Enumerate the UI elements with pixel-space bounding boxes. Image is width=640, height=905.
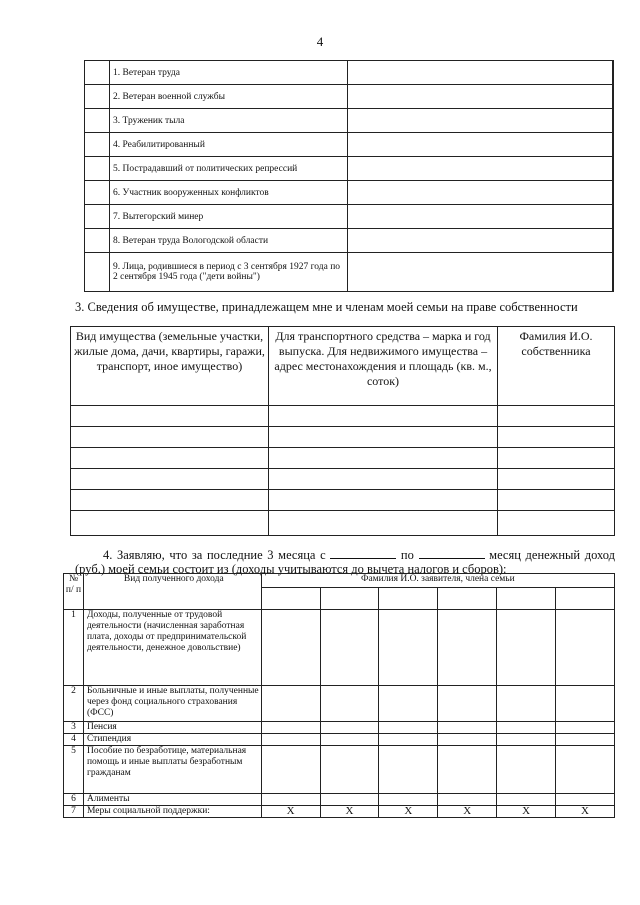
category-label: 2. Ветеран военной службы bbox=[110, 85, 348, 109]
table-row bbox=[71, 448, 615, 469]
category-label: 3. Труженик тыла bbox=[110, 109, 348, 133]
table-row bbox=[85, 133, 614, 157]
category-label: 6. Участник вооруженных конфликтов bbox=[110, 181, 348, 205]
table-row: 2 Больничные и иные выплаты, полученные через фонд социального страхования (ФСС) bbox=[64, 686, 615, 722]
table-row: 3 Пенсия bbox=[64, 722, 615, 734]
property-details-header: Для транспортного средства – марка и год выпуска. Для недвижимого имущества – адрес местонахождения и площадь (кв. м., соток) bbox=[269, 327, 498, 406]
date-to-field[interactable] bbox=[419, 548, 485, 559]
category-label: 1. Ветеран труда bbox=[110, 61, 348, 85]
section-3-heading: 3. Сведения об имуществе, принадлежащем мне и членам моей семьи на праве собственности bbox=[75, 300, 578, 314]
x-mark: X bbox=[261, 806, 320, 818]
table-row bbox=[85, 157, 614, 181]
table-row bbox=[85, 61, 614, 85]
table-row bbox=[71, 427, 615, 448]
family-header: Фамилия И.О. заявителя, члена семьи bbox=[261, 574, 614, 588]
category-label: 9. Лица, родившиеся в период с 3 сентября 1927 года по 2 сентября 1945 года ("дети войны") bbox=[110, 253, 348, 292]
x-mark: X bbox=[556, 806, 615, 818]
categories-table bbox=[84, 60, 614, 292]
property-table bbox=[70, 326, 615, 536]
x-mark: X bbox=[497, 806, 556, 818]
x-mark: X bbox=[320, 806, 379, 818]
income-table bbox=[63, 573, 615, 818]
category-label: 7. Вытегорский минер bbox=[110, 205, 348, 229]
table-row: 6 Алименты bbox=[64, 794, 615, 806]
table-row bbox=[71, 511, 615, 536]
category-label: 5. Пострадавший от политических репрессий bbox=[110, 157, 348, 181]
table-row: 1 Доходы, полученные от трудовой деятельности (начисленная заработная плата, доходы от предпринимательской деятельности, денежное довольствие) bbox=[64, 610, 615, 686]
property-type-header: Вид имущества (земельные участки, жилые дома, дачи, квартиры, гаражи, транспорт, иное имущество) bbox=[71, 327, 269, 406]
table-row bbox=[71, 490, 615, 511]
table-row bbox=[85, 253, 614, 292]
table-row bbox=[85, 205, 614, 229]
table-row bbox=[85, 229, 614, 253]
section-4-heading: 4. Заявляю, что за последние 3 месяца с по месяц денежный доход (руб.) моей семьи состоит из (доходы учитываются до вычета налогов и сборов): bbox=[75, 548, 616, 576]
table-row: 5 Пособие по безработице, материальная помощь и иные выплаты безработным гражданам bbox=[64, 746, 615, 794]
page-number: 4 bbox=[316, 34, 324, 49]
category-label: 4. Реабилитированный bbox=[110, 133, 348, 157]
owner-header: Фамилия И.О. собственника bbox=[498, 327, 615, 406]
table-row bbox=[71, 469, 615, 490]
x-mark: X bbox=[379, 806, 438, 818]
table-row bbox=[85, 109, 614, 133]
table-row: 4 Стипендия bbox=[64, 734, 615, 746]
num-header: № п/ п bbox=[64, 574, 84, 610]
date-from-field[interactable] bbox=[330, 548, 396, 559]
x-mark: X bbox=[438, 806, 497, 818]
category-label: 8. Ветеран труда Вологодской области bbox=[110, 229, 348, 253]
table-row bbox=[85, 85, 614, 109]
table-row: 7 Меры социальной поддержки: X X X X X X bbox=[64, 806, 615, 818]
table-row bbox=[85, 181, 614, 205]
income-type-header: Вид полученного дохода bbox=[83, 574, 261, 610]
table-row bbox=[71, 406, 615, 427]
